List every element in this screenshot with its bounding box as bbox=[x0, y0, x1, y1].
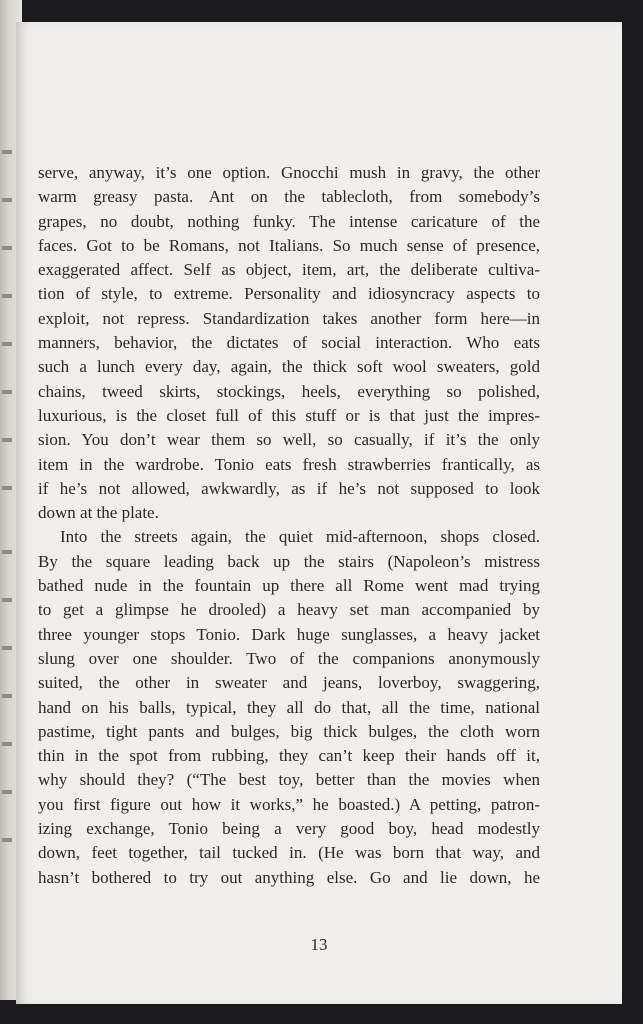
text-line: serve, anyway, it’s one option. Gnocchi mush in gravy, the other bbox=[38, 163, 540, 182]
text-line: chains, tweed skirts, stockings, heels, everything so polished, bbox=[38, 381, 540, 401]
text-line: bathed nude in the fountain up there all Rome went mad trying bbox=[38, 576, 540, 596]
text-line: if he’s not allowed, awkwardly, as if he’s not supposed to look bbox=[38, 478, 540, 498]
text-line: Into the streets again, the quiet mid-afternoon, shops closed. bbox=[60, 527, 540, 547]
text-line: luxurious, is the closet full of this stuff or is that just the impres- bbox=[38, 405, 540, 425]
text-line: izing exchange, Tonio being a very good boy, head modestly bbox=[38, 819, 540, 839]
body-text bbox=[38, 161, 540, 890]
text-line: faces. Got to be Romans, not Italians. So much sense of presence, bbox=[38, 235, 540, 255]
text-line: item in the wardrobe. Tonio eats fresh strawberries frantically, as bbox=[38, 454, 540, 474]
text-line: thin in the spot from rubbing, they can’t keep their hands off it, bbox=[38, 746, 540, 766]
text-line: such a lunch every day, again, the thick soft wool sweaters, gold bbox=[38, 357, 540, 377]
text-line: hand on his balls, typical, they all do that, all the time, national bbox=[38, 697, 540, 717]
text-line: warm greasy pasta. Ant on the tablecloth, from somebody’s bbox=[38, 187, 540, 207]
page-number: 13 bbox=[310, 935, 328, 954]
text-line: exploit, not repress. Standardization takes another form here—in bbox=[38, 308, 540, 328]
text-line: you first figure out how it works,” he boasted.) A petting, patron- bbox=[38, 794, 540, 814]
text-line: hasn’t bothered to try out anything else. Go and lie down, he bbox=[38, 867, 540, 887]
text-line: three younger stops Tonio. Dark huge sunglasses, a heavy jacket bbox=[38, 624, 540, 644]
text-line: sion. You don’t wear them so well, so casually, if it’s the only bbox=[38, 430, 540, 450]
text-line: pastime, tight pants and bulges, big thick bulges, the cloth worn bbox=[38, 721, 540, 741]
text-line: tion of style, to extreme. Personality and idiosyncracy aspects to bbox=[38, 284, 540, 304]
text-line: manners, behavior, the dictates of social interaction. Who eats bbox=[38, 333, 540, 353]
book-page bbox=[16, 22, 622, 1004]
text-line: why should they? (“The best toy, better than the movies when bbox=[38, 770, 540, 790]
text-line: slung over one shoulder. Two of the companions anonymously bbox=[38, 648, 540, 668]
text-line: exaggerated affect. Self as object, item, art, the deliberate cultiva- bbox=[38, 260, 540, 280]
text-line: to get a glimpse he drooled) a heavy set man accompanied by bbox=[38, 600, 540, 620]
text-line: down at the plate. bbox=[38, 503, 159, 523]
text-line: down, feet together, tail tucked in. (He was born that way, and bbox=[38, 843, 540, 863]
text-line: By the square leading back up the stairs (Napoleon’s mistress bbox=[38, 551, 540, 571]
text-line: grapes, no doubt, nothing funky. The intense caricature of the bbox=[38, 211, 540, 231]
text-line: suited, the other in sweater and jeans, loverboy, swaggering, bbox=[38, 673, 540, 693]
